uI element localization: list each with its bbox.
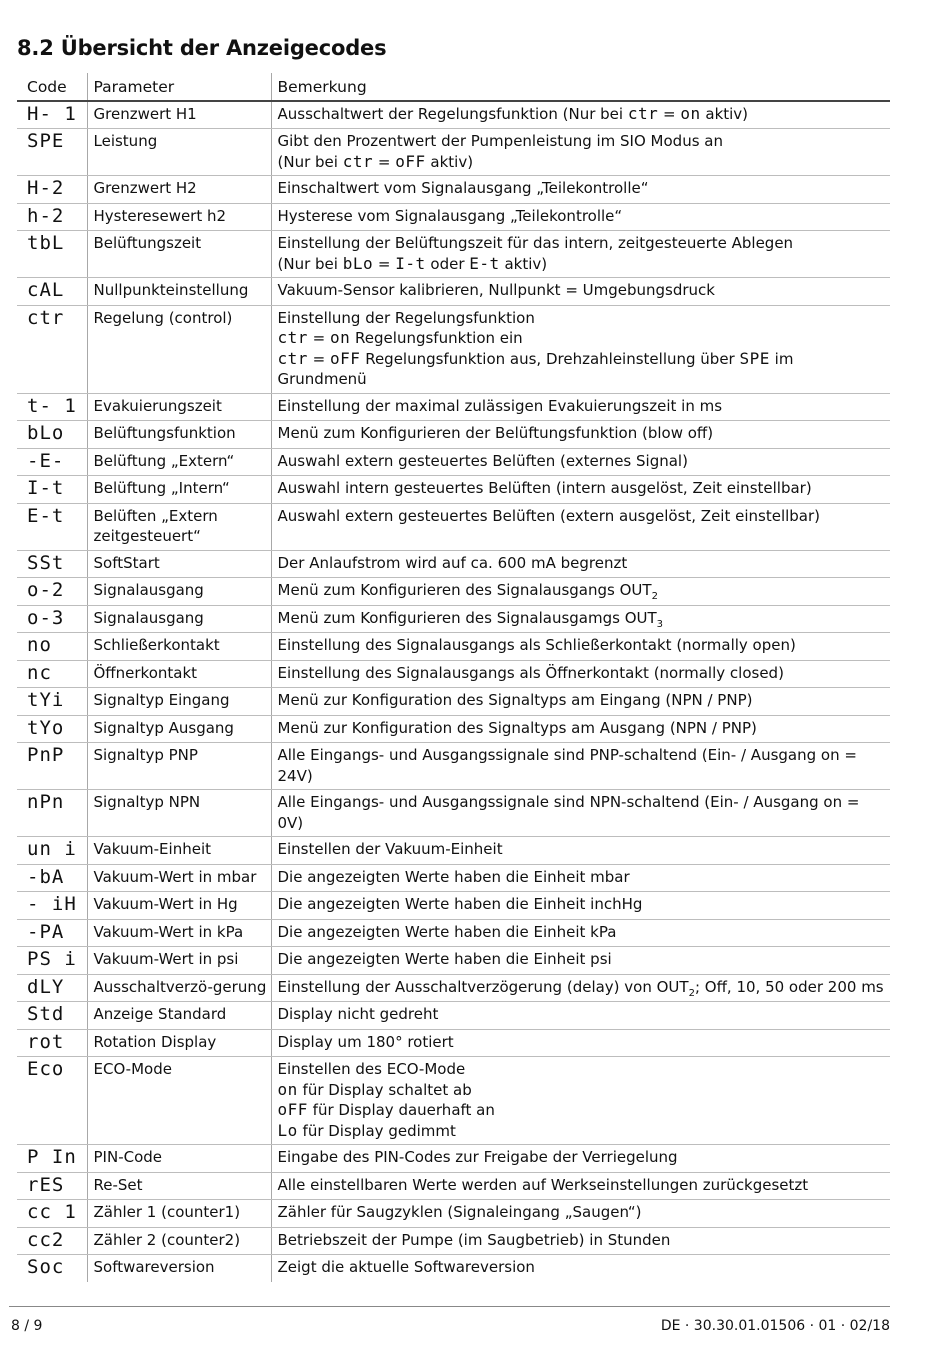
parameter-cell: Rotation Display — [87, 1029, 271, 1057]
display-code: I-t — [27, 477, 65, 499]
display-code: -E- — [27, 449, 65, 472]
footer-divider — [9, 1306, 890, 1307]
remark-cell: Menü zum Konfigurieren des Signalausgamgs $OUT_3$ — [271, 605, 890, 633]
parameter-cell: Hysteresewert h2 — [87, 203, 271, 231]
table-row — [17, 476, 890, 504]
section-title: 8.2 Übersicht der Anzeigecodes — [17, 36, 387, 60]
table-row — [17, 578, 890, 606]
table-row — [17, 101, 890, 129]
table-row — [17, 305, 890, 393]
remark-cell: Einstellen der Vakuum-Einheit — [271, 837, 890, 865]
parameter-cell: Re-Set — [87, 1172, 271, 1200]
table-row — [17, 278, 890, 306]
display-code: h-2 — [27, 204, 65, 227]
remark-cell: Der Anlaufstrom wird auf ca. 600 mA begrenzt — [271, 550, 890, 578]
table-row — [17, 715, 890, 743]
remark-cell: Auswahl extern gesteuertes Belüften (externes Signal) — [271, 448, 890, 476]
table-row — [17, 550, 890, 578]
display-code: Soc — [27, 1256, 65, 1278]
remark-cell: Einschaltwert vom Signalausgang „Teilekontrolle“ — [271, 176, 890, 204]
parameter-cell: Ausschaltverzö-gerung — [87, 974, 271, 1002]
display-code: - iH — [27, 893, 77, 915]
parameter-cell: PIN-Code — [87, 1145, 271, 1173]
remark-cell: Auswahl extern gesteuertes Belüften (extern ausgelöst, Zeit einstellbar) — [271, 503, 890, 550]
display-code: Std — [27, 1003, 65, 1025]
table-row — [17, 660, 890, 688]
remark-cell: Zeigt die aktuelle Softwareversion — [271, 1255, 890, 1282]
display-code: tYo — [27, 716, 65, 739]
display-code: H- 1 — [27, 102, 77, 125]
table-row — [17, 1029, 890, 1057]
remark-cell: Display um 180° rotiert — [271, 1029, 890, 1057]
table-row — [17, 1200, 890, 1228]
document-id: DE · 30.30.01.01506 · 01 · 02/18 — [660, 1318, 890, 1334]
remark-cell: Einstellung der Belüftungszeit für das intern, zeitgesteuerte Ablegen (Nur bei bLo = I-t oder E-t aktiv) — [271, 231, 890, 278]
parameter-cell: Belüftung „Extern“ — [87, 448, 271, 476]
remark-cell: Hysterese vom Signalausgang „Teilekontrolle“ — [271, 203, 890, 231]
parameter-cell: Vakuum-Wert in kPa — [87, 919, 271, 947]
parameter-cell: Zähler 1 (counter1) — [87, 1200, 271, 1228]
table-row — [17, 176, 890, 204]
remark-cell: Die angezeigten Werte haben die Einheit inchHg — [271, 892, 890, 920]
remark-cell: Menü zur Konfiguration des Signaltyps am Ausgang (NPN / PNP) — [271, 715, 890, 743]
display-code: nPn — [27, 791, 65, 813]
remark-cell: Eingabe des PIN-Codes zur Freigabe der Verriegelung — [271, 1145, 890, 1173]
table-row — [17, 203, 890, 231]
page-number: 8 / 9 — [11, 1318, 43, 1334]
display-code: P In — [27, 1146, 77, 1168]
parameter-cell: Leistung — [87, 129, 271, 176]
table-row — [17, 503, 890, 550]
parameter-cell: Signaltyp NPN — [87, 790, 271, 837]
table-row — [17, 1145, 890, 1173]
remark-cell: Vakuum-Sensor kalibrieren, Nullpunkt = Umgebungsdruck — [271, 278, 890, 306]
parameter-cell: Belüftungsfunktion — [87, 421, 271, 449]
remark-cell: Die angezeigten Werte haben die Einheit psi — [271, 947, 890, 975]
display-code: -PA — [27, 920, 65, 943]
parameter-cell: Öffnerkontakt — [87, 660, 271, 688]
display-codes-table — [17, 73, 890, 1282]
remark-cell: Alle einstellbaren Werte werden auf Werkseinstellungen zurückgesetzt — [271, 1172, 890, 1200]
parameter-cell: SoftStart — [87, 550, 271, 578]
remark-cell: Auswahl intern gesteuertes Belüften (intern ausgelöst, Zeit einstellbar) — [271, 476, 890, 504]
remark-cell: Menü zum Konfigurieren des Signalausgangs $OUT_2$ — [271, 578, 890, 606]
table-row — [17, 1227, 890, 1255]
parameter-cell: Anzeige Standard — [87, 1002, 271, 1030]
display-code: E-t — [27, 504, 65, 527]
display-code: -bA — [27, 865, 65, 888]
remark-cell: Die angezeigten Werte haben die Einheit mbar — [271, 864, 890, 892]
display-code: rES — [27, 1173, 65, 1196]
remark-cell: Alle Eingangs- und Ausgangssignale sind PNP-schaltend (Ein- / Ausgang on = 24V) — [271, 743, 890, 790]
display-code: SPE — [27, 130, 65, 152]
display-code: bLo — [27, 422, 65, 444]
table-row — [17, 421, 890, 449]
parameter-cell: Signalausgang — [87, 578, 271, 606]
table-row — [17, 605, 890, 633]
parameter-cell: Belüftung „Intern“ — [87, 476, 271, 504]
display-code: SSt — [27, 551, 65, 574]
remark-cell: Display nicht gedreht — [271, 1002, 890, 1030]
remark-cell: Einstellung der Regelungsfunktion ctr = on Regelungsfunktion ein ctr = oFF Regelungsfunktion aus, Drehzahleinstellung über SPE im Grundmenü — [271, 305, 890, 393]
table-row — [17, 864, 890, 892]
remark-cell: Einstellung der Ausschaltverzögerung (delay) von $OUT_2$; Off, 10, 50 oder 200 ms — [271, 974, 890, 1002]
parameter-cell: Softwareversion — [87, 1255, 271, 1282]
remark-cell: Zähler für Saugzyklen (Signaleingang „Saugen“) — [271, 1200, 890, 1228]
table-row — [17, 448, 890, 476]
parameter-cell: ECO-Mode — [87, 1057, 271, 1145]
display-code: dLY — [27, 975, 65, 998]
remark-cell: Betriebszeit der Pumpe (im Saugbetrieb) in Stunden — [271, 1227, 890, 1255]
parameter-cell: Signalausgang — [87, 605, 271, 633]
parameter-cell: Signaltyp Ausgang — [87, 715, 271, 743]
remark-cell: Einstellung der maximal zulässigen Evakuierungszeit in ms — [271, 393, 890, 421]
table-row — [17, 393, 890, 421]
remark-cell: Einstellung des Signalausgangs als Schließerkontakt (normally open) — [271, 633, 890, 661]
display-code: tbL — [27, 232, 65, 254]
table-row — [17, 129, 890, 176]
display-code: o-2 — [27, 579, 65, 601]
table-row — [17, 947, 890, 975]
display-code: cc2 — [27, 1228, 65, 1251]
display-code: no — [27, 634, 52, 656]
parameter-cell: Regelung (control) — [87, 305, 271, 393]
parameter-cell: Belüften „Extern zeitgesteuert“ — [87, 503, 271, 550]
remark-cell: Menü zum Konfigurieren der Belüftungsfunktion (blow off) — [271, 421, 890, 449]
display-code: tYi — [27, 689, 65, 711]
table-row — [17, 892, 890, 920]
display-code: PS i — [27, 948, 77, 970]
table-row — [17, 1002, 890, 1030]
parameter-cell: Nullpunkteinstellung — [87, 278, 271, 306]
table-row — [17, 743, 890, 790]
parameter-cell: Evakuierungszeit — [87, 393, 271, 421]
table-row — [17, 974, 890, 1002]
parameter-cell: Vakuum-Wert in mbar — [87, 864, 271, 892]
table-row — [17, 1172, 890, 1200]
parameter-cell: Grenzwert H2 — [87, 176, 271, 204]
remark-cell: Ausschaltwert der Regelungsfunktion (Nur bei ctr = on aktiv) — [271, 101, 890, 129]
remark-cell: Gibt den Prozentwert der Pumpenleistung im SIO Modus an (Nur bei ctr = oFF aktiv) — [271, 129, 890, 176]
table-row — [17, 1057, 890, 1145]
header-code: Code — [17, 73, 87, 101]
display-code: nc — [27, 661, 52, 684]
display-code: cAL — [27, 279, 65, 301]
remark-cell: Die angezeigten Werte haben die Einheit kPa — [271, 919, 890, 947]
display-code: PnP — [27, 744, 65, 766]
table-row — [17, 633, 890, 661]
header-remark: Bemerkung — [271, 73, 890, 101]
parameter-cell: Signaltyp PNP — [87, 743, 271, 790]
table-row — [17, 837, 890, 865]
parameter-cell: Zähler 2 (counter2) — [87, 1227, 271, 1255]
table-header-row — [17, 73, 890, 101]
parameter-cell: Schließerkontakt — [87, 633, 271, 661]
table-row — [17, 1255, 890, 1282]
display-code: Eco — [27, 1058, 65, 1080]
remark-cell: Einstellen des ECO-Mode on für Display schaltet ab oFF für Display dauerhaft an Lo für Display gedimmt — [271, 1057, 890, 1145]
remark-cell: Menü zur Konfiguration des Signaltyps am Eingang (NPN / PNP) — [271, 688, 890, 716]
table-row — [17, 688, 890, 716]
parameter-cell: Vakuum-Wert in Hg — [87, 892, 271, 920]
parameter-cell: Grenzwert H1 — [87, 101, 271, 129]
display-code: o-3 — [27, 606, 65, 629]
parameter-cell: Belüftungszeit — [87, 231, 271, 278]
remark-cell: Alle Eingangs- und Ausgangssignale sind NPN-schaltend (Ein- / Ausgang on = 0V) — [271, 790, 890, 837]
display-code: H-2 — [27, 177, 65, 199]
display-code: un i — [27, 838, 77, 860]
table-row — [17, 919, 890, 947]
display-code: ctr — [27, 306, 65, 329]
remark-cell: Einstellung des Signalausgangs als Öffnerkontakt (normally closed) — [271, 660, 890, 688]
parameter-cell: Signaltyp Eingang — [87, 688, 271, 716]
parameter-cell: Vakuum-Einheit — [87, 837, 271, 865]
display-code: rot — [27, 1030, 65, 1053]
display-code: t- 1 — [27, 394, 77, 417]
table-row — [17, 790, 890, 837]
header-parameter: Parameter — [87, 73, 271, 101]
table-row — [17, 231, 890, 278]
display-code: cc 1 — [27, 1201, 77, 1223]
parameter-cell: Vakuum-Wert in psi — [87, 947, 271, 975]
